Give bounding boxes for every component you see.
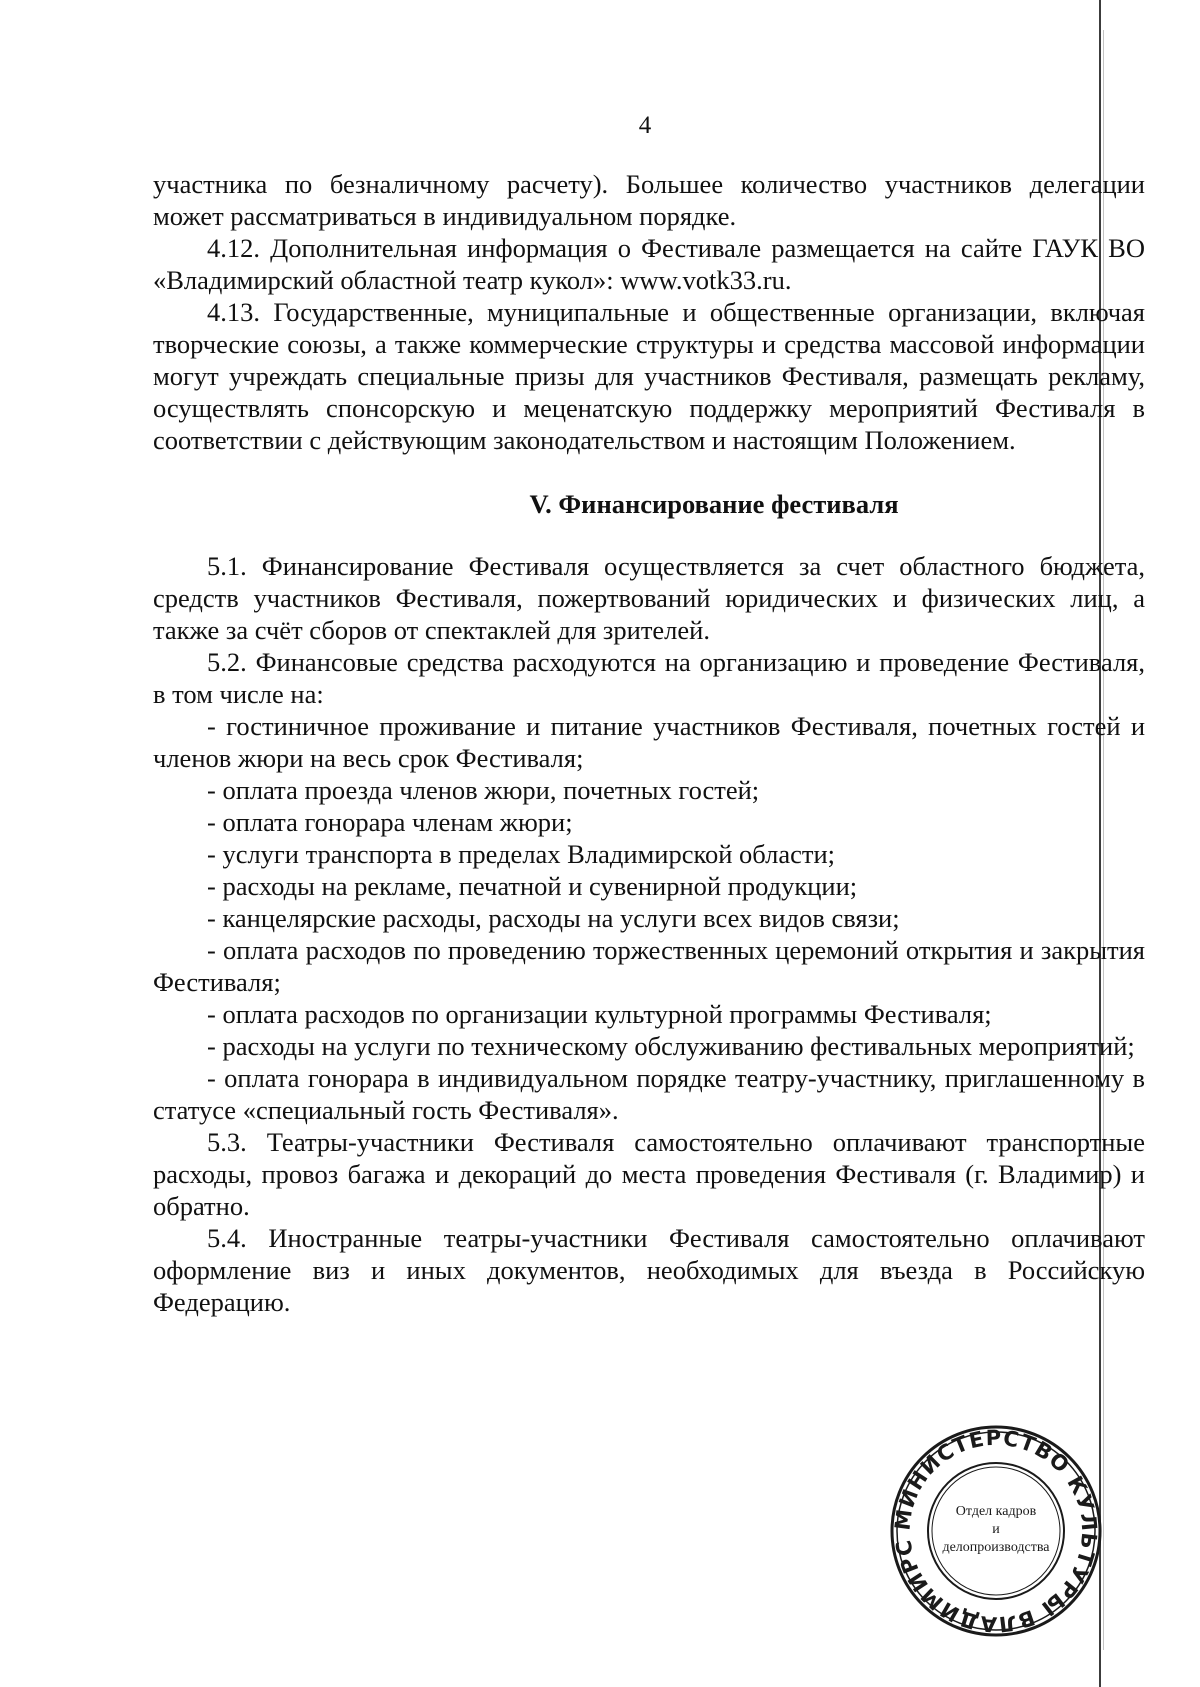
seal-graphic	[888, 1423, 1104, 1639]
paragraph-4-13: 4.13. Государственные, муниципальные и общественные организации, включая творческие союзы, а также коммерческие структуры и средства массовой информации могут учреждать специальные призы для участников Фестиваля, размещать рекламу, осуществлять спонсорскую и меценатскую поддержку мероприятий Фестиваля в соответствии с действующим законодательством и настоящим Положением.	[153, 297, 1145, 455]
paragraph-continuation: участника по безналичному расчету). Большее количество участников делегации может рассматриваться в индивидуальном порядке.	[153, 169, 1145, 231]
list-item: - оплата расходов по проведению торжественных церемоний открытия и закрытия Фестиваля;	[153, 935, 1145, 997]
list-item: - оплата расходов по организации культурной программы Фестиваля;	[207, 999, 992, 1029]
paragraph-5-3: 5.3. Театры-участники Фестиваля самостоятельно оплачивают транспортные расходы, провоз багажа и декораций до места проведения Фестиваля (г. Владимир) и обратно.	[153, 1127, 1145, 1221]
paragraph-5-1: 5.1. Финансирование Фестиваля осуществляется за счет областного бюджета, средств участников Фестиваля, пожертвований юридических и физических лиц, а также за счёт сборов от спектаклей для зрителей.	[153, 551, 1145, 645]
seal-inner-line-2: и	[992, 1522, 1000, 1537]
list-item: - услуги транспорта в пределах Владимирской области;	[207, 839, 836, 869]
official-seal	[888, 1423, 1104, 1639]
document-body	[153, 168, 1145, 1318]
seal-ring-text: МИНИСТЕРСТВО КУЛЬТУРЫ ВЛАДИМИРС	[890, 1425, 1102, 1637]
section-heading: V. Финансирование фестиваля	[529, 489, 899, 519]
list-item: - оплата проезда членов жюри, почетных гостей;	[207, 775, 760, 805]
list-item: - расходы на услуги по техническому обслуживанию фестивальных мероприятий;	[207, 1031, 1135, 1061]
list-item: - оплата гонорара в индивидуальном порядке театру-участнику, приглашенному в статусе «специальный гость Фестиваля».	[153, 1063, 1145, 1125]
list-item: - гостиничное проживание и питание участников Фестиваля, почетных гостей и членов жюри на весь срок Фестиваля;	[153, 711, 1145, 773]
seal-inner-line-1: Отдел кадров	[955, 1504, 1037, 1519]
list-item: - канцелярские расходы, расходы на услуги всех видов связи;	[207, 903, 900, 933]
list-item: - оплата гонорара членам жюри;	[207, 807, 573, 837]
paragraph-5-4: 5.4. Иностранные театры-участники Фестиваля самостоятельно оплачивают оформление виз и иных документов, необходимых для въезда в Российскую Федерацию.	[153, 1223, 1145, 1317]
seal-inner-line-3: делопроизводства	[942, 1540, 1050, 1555]
page-number: 4	[638, 112, 652, 139]
paragraph-5-2: 5.2. Финансовые средства расходуются на организацию и проведение Фестиваля, в том числе на:	[153, 647, 1145, 709]
paragraph-4-12: 4.12. Дополнительная информация о Фестивале размещается на сайте ГАУК ВО «Владимирский областной театр кукол»: www.votk33.ru.	[153, 233, 1145, 295]
list-item: - расходы на рекламе, печатной и сувенирной продукции;	[207, 871, 858, 901]
